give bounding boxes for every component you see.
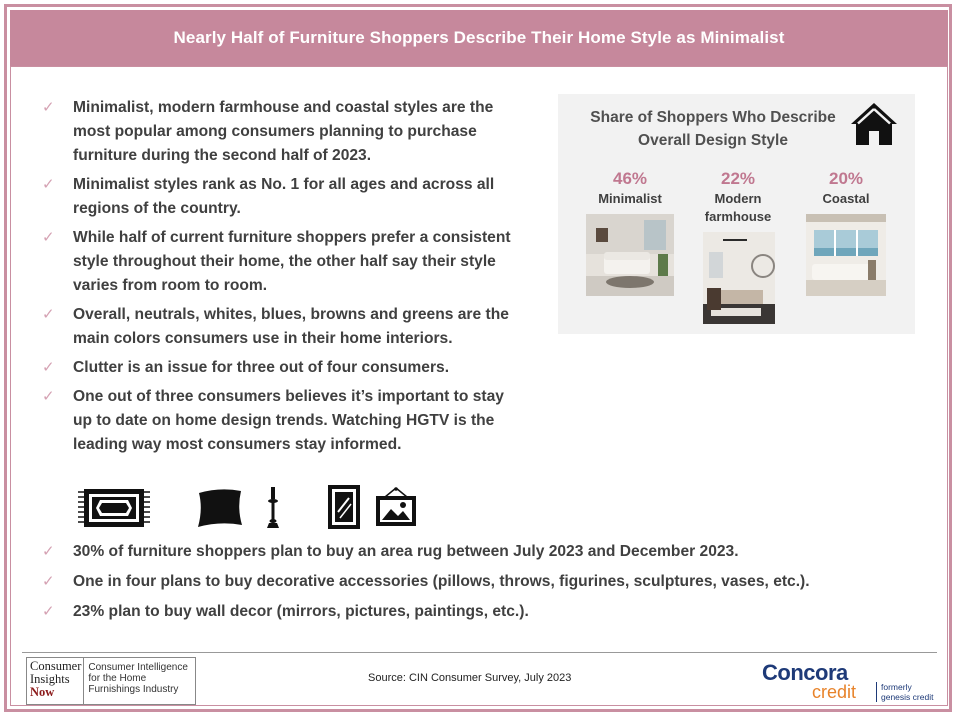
- picture-frame-icon: [375, 487, 417, 527]
- modern-farmhouse-photo: [703, 232, 775, 324]
- house-icon: [848, 100, 900, 148]
- list-item: ✓ Overall, neutrals, whites, blues, browns and greens are the main colors consumers use in their home interiors.: [40, 303, 520, 351]
- list-item: ✓ While half of current furniture shoppers prefer a consistent style throughout their home, the other half say their style varies from room to room.: [40, 226, 520, 298]
- candlestick-icon: [265, 487, 281, 529]
- list-item: ✓ Clutter is an issue for three out of four consumers.: [40, 356, 520, 380]
- check-icon: ✓: [42, 543, 55, 560]
- formerly-note: formerly genesis credit: [876, 682, 933, 702]
- footer-divider: [22, 652, 937, 653]
- rug-icon: [78, 487, 150, 529]
- check-icon: ✓: [42, 573, 55, 590]
- source-note: Source: CIN Consumer Survey, July 2023: [368, 672, 572, 684]
- check-icon: ✓: [42, 603, 55, 620]
- stat-minimalist: 46% Minimalist: [598, 169, 662, 206]
- mirror-icon: [327, 484, 361, 530]
- check-icon: ✓: [42, 388, 55, 405]
- coastal-room-photo: [806, 214, 886, 296]
- concora-logo: Concora credit: [762, 660, 857, 702]
- panel-title: Share of Shoppers Who Describe Overall Design Style: [590, 109, 836, 149]
- stat-coastal: 20% Coastal: [822, 169, 870, 206]
- design-style-panel: [558, 94, 915, 334]
- list-item: ✓ 23% plan to buy wall decor (mirrors, pictures, paintings, etc.).: [42, 603, 529, 620]
- cin-logo: Consumer Insights Now Consumer Intelligence for the Home Furnishings Industry: [26, 657, 196, 705]
- list-item: ✓ 30% of furniture shoppers plan to buy an area rug between July 2023 and December 2023.: [42, 543, 739, 560]
- check-icon: ✓: [42, 306, 55, 323]
- check-icon: ✓: [42, 176, 55, 193]
- list-item: ✓ Minimalist styles rank as No. 1 for all ages and across all regions of the country.: [40, 173, 520, 221]
- list-item: ✓ One out of three consumers believes it’s important to stay up to date on home design trends. Watching HGTV is the leading way most consumers stay informed.: [40, 385, 520, 457]
- key-findings-list: [40, 96, 520, 462]
- purchase-plans-list: [40, 542, 920, 632]
- list-item: ✓ One in four plans to buy decorative accessories (pillows, throws, figurines, sculptures, vases, etc.).: [42, 573, 810, 590]
- check-icon: ✓: [42, 359, 55, 376]
- check-icon: ✓: [42, 99, 55, 116]
- stat-modern-farmhouse: 22% Modern farmhouse: [704, 169, 772, 224]
- list-item: ✓ Minimalist, modern farmhouse and coastal styles are the most popular among consumers planning to purchase furniture during the second half of 2023.: [40, 96, 520, 168]
- pillow-icon: [195, 487, 245, 529]
- page-title: Nearly Half of Furniture Shoppers Describe Their Home Style as Minimalist: [10, 10, 948, 66]
- check-icon: ✓: [42, 229, 55, 246]
- minimalist-room-photo: [586, 214, 674, 296]
